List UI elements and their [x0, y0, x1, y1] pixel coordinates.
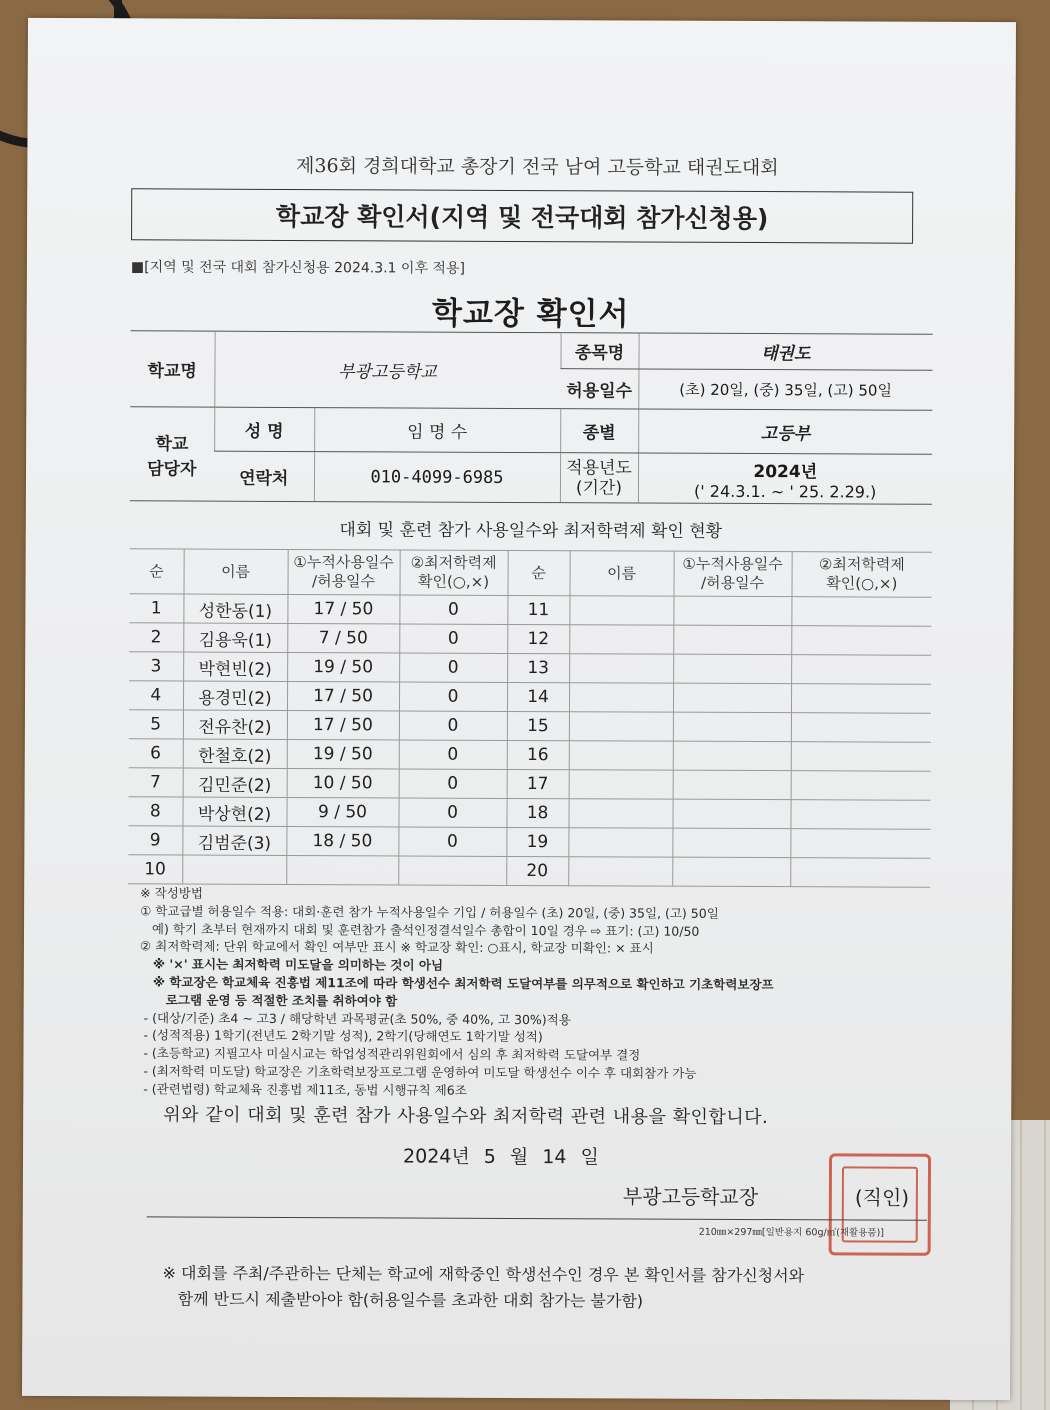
sport-value: 태권도 [638, 333, 932, 370]
row-number: 16 [507, 740, 569, 769]
athlete-name: 전유찬(2) [183, 710, 287, 739]
academic-check [398, 856, 506, 885]
table-row [128, 797, 930, 829]
table-row [129, 739, 931, 771]
issue-date: 2024년 5 월 14 일 [402, 1145, 599, 1169]
note-line: - (초등학교) 지필고사 미실시교는 학업성적관리위원회에서 심의 후 최저학력 도달여부 결정 [139, 1045, 641, 1063]
main-title: 학교장 확인서 [431, 295, 630, 333]
manager-label: 학교 담당자 [130, 407, 214, 501]
academic-check [791, 684, 931, 714]
note-line: ※ 작성방법 [140, 885, 203, 901]
period-value: (' 24.3.1. ~ ' 25. 2.29.) [694, 481, 877, 502]
academic-check: 0 [399, 769, 507, 798]
contest-title: 제36회 경희대학교 총장기 전국 남여 고등학교 태권도대회 [296, 155, 779, 180]
row-number: 15 [507, 711, 569, 740]
year-cell [638, 453, 932, 504]
athlete-name: 용경민(2) [183, 681, 287, 710]
roster-table [128, 548, 931, 887]
box-title: 학교장 확인서(지역 및 전국대회 참가신청용) [131, 188, 913, 243]
academic-check: 0 [398, 798, 506, 827]
paper-size-note: 210㎜×297㎜[일반용지 60g/㎡(재활용품)] [698, 1226, 885, 1239]
days-used [286, 855, 398, 884]
academic-check [791, 742, 931, 772]
year-value: 2024년 [753, 461, 818, 482]
header-days-2: ①누적사용일수 /허용일수 [673, 551, 791, 597]
athlete-name [569, 683, 673, 712]
contact-value: 010-4099-6985 [314, 452, 560, 503]
athlete-name [568, 828, 672, 857]
days-used: 7 / 50 [287, 623, 399, 652]
note-line: - (성적적용) 1학기(전년도 2학기말 성적), 2학기(당해연도 1학기말 성적) [139, 1027, 543, 1045]
principal-name: 부광고등학교장 [622, 1184, 759, 1210]
row-number: 5 [129, 710, 183, 739]
days-used [673, 596, 791, 626]
row-number: 9 [128, 826, 182, 855]
athlete-name [568, 857, 672, 886]
days-used: 17 / 50 [287, 710, 399, 739]
days-used [673, 712, 791, 742]
academic-check [790, 858, 930, 888]
school-info-table [130, 330, 933, 504]
academic-check [790, 829, 930, 859]
row-number: 4 [129, 681, 183, 710]
confirmation-statement: 위와 같이 대회 및 훈련 참가 사용일수와 최저학력 관련 내용을 확인합니다. [163, 1104, 769, 1129]
row-number: 19 [506, 827, 568, 856]
category-value: 고등부 [638, 409, 932, 454]
row-number: 1 [129, 594, 183, 623]
instructions [139, 884, 940, 1101]
days-used [673, 770, 791, 800]
note-line: 예) 학기 초부터 현재까지 대회 및 훈련참가 출석인정결석일수 총합이 10일 경우 ⇨ 표기: (고) 10/50 [139, 920, 700, 939]
days-used [672, 799, 790, 829]
name-label: 성 명 [214, 407, 314, 451]
row-number: 6 [129, 739, 183, 768]
header-days: ①누적사용일수 /허용일수 [287, 549, 399, 594]
academic-check: 0 [399, 653, 507, 682]
contact-label: 연락처 [214, 451, 314, 501]
row-number: 3 [129, 652, 183, 681]
days-used: 17 / 50 [287, 594, 399, 623]
days-used [672, 857, 790, 887]
school-label: 학교명 [130, 331, 214, 407]
certificate-paper [22, 18, 1016, 1400]
table-row [129, 623, 931, 655]
note-line: ① 학교급별 허용일수 적용: 대회·훈련 참가 누적사용일수 기입 / 허용일수 (초) 20일, (중) 35일, (고) 50일 [140, 903, 719, 921]
row-number: 18 [506, 798, 568, 827]
days-used [673, 741, 791, 771]
academic-check [791, 713, 931, 743]
row-number: 2 [129, 623, 183, 652]
row-number: 17 [507, 769, 569, 798]
row-number: 14 [507, 682, 569, 711]
footer-line: ※ 대회를 주최/주관하는 단체는 학교에 재학중인 학생선수인 경우 본 확인서를 참가신청서와 [162, 1263, 805, 1286]
athlete-name [569, 596, 673, 625]
sport-label: 종목명 [560, 333, 638, 369]
footer-notice [162, 1260, 922, 1315]
note-line: ※ 학교장은 학교체육 진흥법 제11조에 따라 학생선수 최저학력 도달여부를 의무적으로 확인하고 기초학력보장프 [139, 974, 774, 993]
athlete-name: 한철호(2) [183, 739, 287, 768]
athlete-name [569, 770, 673, 799]
table-row [129, 768, 931, 800]
table-row [128, 855, 930, 887]
table-row [129, 652, 931, 684]
note-line: ② 최저학력제: 단위 학교에서 확인 여부만 표시 ※ 학교장 확인: ○표시, 학교장 미확인: × 표시 [139, 938, 654, 956]
academic-check: 0 [399, 682, 507, 711]
days-used: 19 / 50 [287, 652, 399, 681]
table-row [128, 826, 930, 858]
academic-check [791, 626, 931, 656]
athlete-name: 박상현(2) [182, 797, 286, 826]
applicability-note: ■[지역 및 전국 대회 참가신청용 2024.3.1 이후 적용] [130, 259, 465, 277]
days-used: 9 / 50 [286, 797, 398, 826]
days-used: 10 / 50 [287, 768, 399, 797]
academic-check: 0 [399, 740, 507, 769]
academic-check: 0 [399, 711, 507, 740]
athlete-name [182, 855, 286, 884]
note-line: 로그램 운영 등 적절한 조치를 취하여야 함 [139, 992, 398, 1009]
table-row [129, 710, 931, 742]
athlete-name: 김용욱(1) [183, 623, 287, 652]
note-line: - (최저학력 미도달) 학교장은 기초학력보장프로그램 운영하여 미도달 학생선수 이수 후 대회참가 가능 [139, 1063, 697, 1081]
academic-check [791, 771, 931, 801]
allowed-value: (초) 20일, (중) 35일, (고) 50일 [638, 369, 932, 410]
header-no-2: 순 [507, 550, 569, 595]
academic-check: 0 [399, 624, 507, 653]
name-value: 임 명 수 [314, 408, 560, 453]
header-check: ②최저학력제 확인(○,×) [399, 550, 507, 595]
header-no: 순 [129, 549, 183, 594]
row-number: 8 [128, 797, 182, 826]
row-number: 12 [507, 624, 569, 653]
days-used: 19 / 50 [287, 739, 399, 768]
days-used [673, 683, 791, 713]
days-used: 17 / 50 [287, 681, 399, 710]
footer-line: 함께 반드시 제출받아야 함(허용일수를 초과한 대회 참가는 불가함) [162, 1289, 644, 1311]
header-check-2: ②최저학력제 확인(○,×) [791, 552, 931, 598]
athlete-name [569, 625, 673, 654]
athlete-name [569, 741, 673, 770]
athlete-name: 박현빈(2) [183, 652, 287, 681]
category-label: 종별 [560, 409, 638, 453]
athlete-name: 성한동(1) [183, 594, 287, 623]
header-name-2: 이름 [569, 551, 673, 596]
row-number: 7 [129, 768, 183, 797]
athlete-name: 김범준(3) [182, 826, 286, 855]
athlete-name [568, 799, 672, 828]
days-used: 18 / 50 [286, 826, 398, 855]
divider-line [147, 1216, 927, 1220]
row-number: 11 [507, 595, 569, 624]
days-used [672, 828, 790, 858]
year-label: 적용년도 (기간) [560, 453, 638, 503]
academic-check: 0 [399, 595, 507, 624]
athlete-name [569, 654, 673, 683]
note-line: - (대상/기준) 초4 ~ 고3 / 해당학년 과목평균(초 50%, 중 40%, 고 30%)적용 [139, 1009, 571, 1027]
academic-check: 0 [398, 827, 506, 856]
academic-check [791, 655, 931, 685]
seal-label: (직인) [854, 1185, 910, 1210]
note-line: - (관련법령) 학교체육 진흥법 제11조, 동법 시행규칙 제6조 [139, 1081, 467, 1098]
row-number: 10 [128, 855, 182, 884]
days-used [673, 625, 791, 655]
academic-check [790, 800, 930, 830]
row-number: 13 [507, 653, 569, 682]
row-number: 20 [506, 856, 568, 885]
table-row [129, 594, 931, 626]
note-line: ※ '×' 표시는 최저학력 미도달을 의미하는 것이 아님 [139, 956, 444, 973]
header-name: 이름 [183, 549, 287, 594]
section-title: 대회 및 훈련 참가 사용일수와 최저학력제 확인 현황 [339, 520, 723, 542]
athlete-name [569, 712, 673, 741]
academic-check [791, 597, 931, 627]
days-used [673, 654, 791, 684]
athlete-name: 김민준(2) [183, 768, 287, 797]
allowed-label: 허용일수 [560, 369, 638, 409]
school-value: 부광고등학교 [214, 331, 560, 409]
table-row [129, 681, 931, 713]
